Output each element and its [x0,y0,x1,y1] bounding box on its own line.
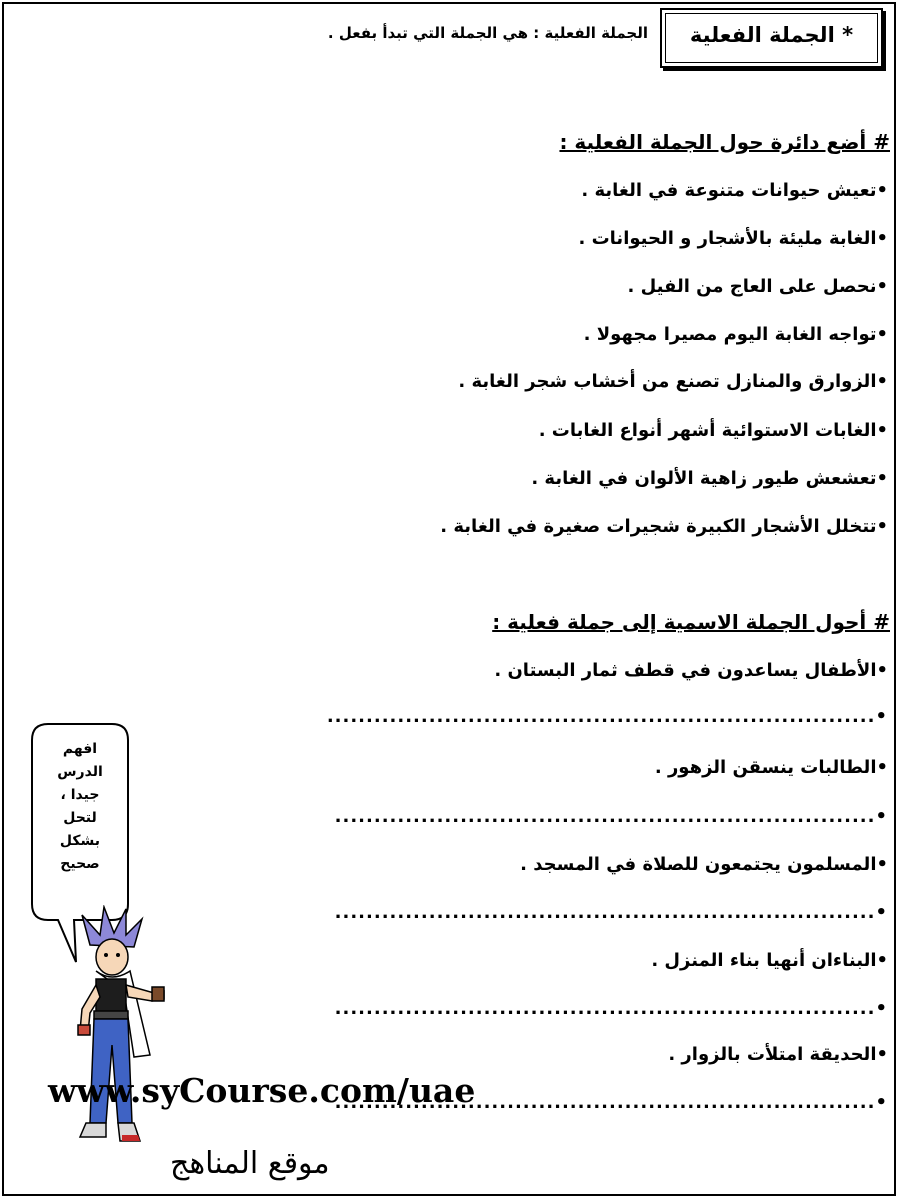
answer-line-2[interactable]: •..................................................................... [334,806,888,827]
answer-line-1[interactable]: •...................................................................... [326,706,888,727]
answer-line-4[interactable]: •..................................................................... [334,998,888,1019]
sentence-6: •الغابات الاستوائية أشهر أنواع الغابات . [538,420,888,441]
bubble-line: جيدا ، [60,787,100,803]
sentence-3: •نحصل على العاج من الفيل . [627,276,888,297]
sentence-8: •تتخلل الأشجار الكبيرة شجيرات صغيرة في الغابة . [440,516,888,537]
cartoon-character-illustration [60,905,180,1150]
bubble-line: الدرس [57,764,103,780]
nominal-sentence-3: •المسلمون يجتمعون للصلاة في المسجد . [520,854,888,875]
answer-line-5[interactable]: •..................................................................... [334,1092,888,1113]
sentence-1: •تعيش حيوانات متنوعة في الغابة . [581,180,888,201]
bubble-text [32,738,128,876]
sentence-5: •الزوارق والمنازل تصنع من أخشاب شجر الغابة . [458,371,888,392]
nominal-sentence-4: •البناءان أنهيا بناء المنزل . [651,950,888,971]
sentence-7: •تعشعش طيور زاهية الألوان في الغابة . [531,468,888,489]
title-box [660,8,883,68]
sentence-2: •الغابة مليئة بالأشجار و الحيوانات . [578,228,888,249]
section2-heading: # أحول الجملة الاسمية إلى جملة فعلية : [492,610,890,634]
website-url: www.syCourse.com/uae [48,1071,476,1110]
bubble-line: بشكل [59,833,101,849]
nominal-sentence-1: •الأطفال يساعدون في قطف ثمار البستان . [494,660,888,681]
website-name: موقع المناهج [170,1146,330,1181]
bubble-line: افهم [62,741,98,757]
sentence-4: •تواجه الغابة اليوم مصيرا مجهولا . [583,324,888,345]
page-title: * الجملة الفعلية [689,23,854,47]
nominal-sentence-5: •الحديقة امتلأت بالزوار . [668,1044,888,1065]
nominal-sentence-2: •الطالبات ينسقن الزهور . [654,757,888,778]
bubble-line: صحيح [60,856,100,872]
section1-heading: # أضع دائرة حول الجملة الفعلية : [559,130,890,154]
answer-line-3[interactable]: •..................................................................... [334,902,888,923]
bubble-line: لتحل [63,810,97,826]
definition-text: الجملة الفعلية : هي الجملة التي تبدأ بفعل . [327,24,648,42]
